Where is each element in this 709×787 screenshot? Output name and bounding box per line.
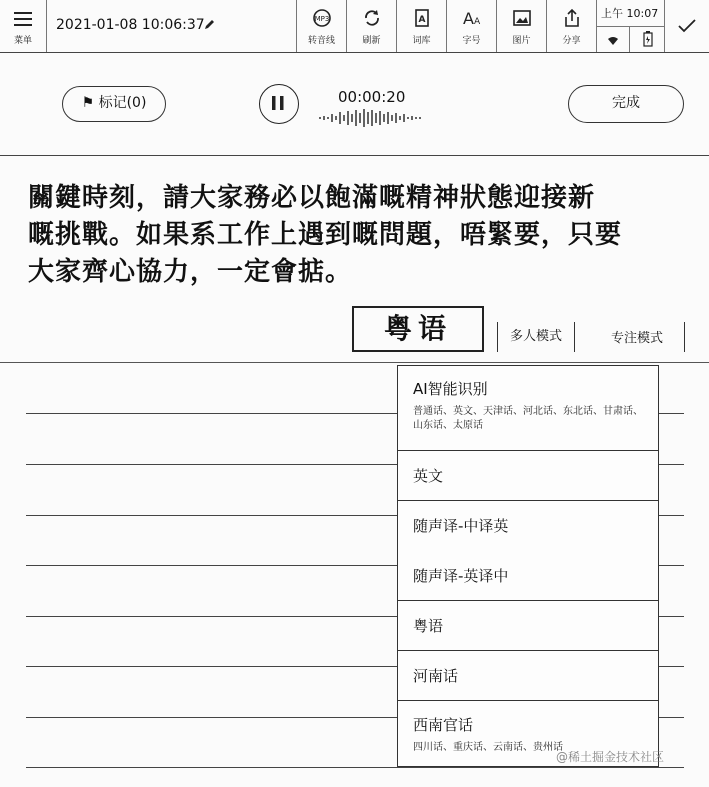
image-icon <box>512 8 532 28</box>
dropdown-item-en-zh[interactable] <box>398 551 658 601</box>
dropdown-item-title: 粤语 <box>413 617 444 635</box>
transcribe-button[interactable] <box>296 0 346 52</box>
transcript-text <box>28 180 698 291</box>
mark-label: 标记(0) <box>98 95 147 111</box>
dropdown-item-title: 西南官话 <box>413 716 474 734</box>
dropdown-item-cantonese[interactable] <box>398 601 658 651</box>
pause-button[interactable] <box>259 84 299 124</box>
confirm-button[interactable] <box>664 0 709 52</box>
refresh-label: 刷新 <box>362 36 381 46</box>
status-area <box>596 0 665 52</box>
wifi-icon <box>608 37 618 45</box>
svg-text:MP3: MP3 <box>314 15 329 23</box>
svg-text:A: A <box>418 15 425 25</box>
lexicon-icon <box>412 8 432 28</box>
dropdown-item-henan[interactable] <box>398 651 658 701</box>
waveform-icon <box>318 108 424 128</box>
svg-text:A: A <box>473 17 480 27</box>
pause-icon <box>272 96 284 110</box>
ruled-line <box>26 767 684 768</box>
divider <box>684 322 685 352</box>
dropdown-item-title: 河南话 <box>413 667 459 685</box>
dropdown-item-title: 随声译-中译英 <box>413 517 509 535</box>
share-button[interactable] <box>546 0 596 52</box>
system-clock: 上午 10:07 <box>601 7 659 20</box>
hamburger-icon <box>14 11 32 27</box>
dropdown-item-ai[interactable] <box>398 366 658 451</box>
transcribe-label: 转音线 <box>307 36 335 46</box>
menu-label: 菜单 <box>13 36 32 46</box>
svg-text:A: A <box>462 9 474 28</box>
font-size-button[interactable] <box>446 0 496 52</box>
watermark: @稀土掘金技术社区 <box>556 750 665 764</box>
dropdown-item-title: 随声译-英译中 <box>413 567 509 585</box>
image-button[interactable] <box>496 0 546 52</box>
dropdown-item-zh-en[interactable] <box>398 501 658 551</box>
mark-button[interactable] <box>62 86 166 122</box>
divider <box>0 362 709 363</box>
transcript-line: 嘅挑戰。如果系工作上遇到嘅問題，唔緊要，只要 <box>28 220 623 250</box>
transcript-line: 關鍵時刻，請大家務必以飽滿嘅精神狀態迎接新 <box>28 183 596 213</box>
lexicon-button[interactable] <box>396 0 446 52</box>
menu-button[interactable] <box>0 0 46 52</box>
battery-icon <box>643 31 653 47</box>
dropdown-item-subtitle: 普通话、英文、天津话、河北话、东北话、甘肃话、山东话、太原话 <box>413 406 643 431</box>
refresh-button[interactable] <box>346 0 396 52</box>
recording-timer: 00:00:20 <box>338 88 406 106</box>
language-dropdown <box>397 365 659 767</box>
language-selector[interactable]: 粤语 <box>352 306 484 352</box>
transcript-line: 大家齊心協力，一定會掂。 <box>28 257 353 287</box>
lexicon-label: 词库 <box>412 36 431 46</box>
dropdown-item-subtitle: 四川话、重庆话、云南话、贵州话 <box>413 742 563 753</box>
font-size-icon <box>461 8 483 28</box>
recording-datetime: 2021-01-08 10:06:37 <box>56 17 205 33</box>
dropdown-item-title: 英文 <box>413 467 444 485</box>
refresh-icon <box>362 8 382 28</box>
checkmark-icon <box>678 19 696 33</box>
flag-icon: ⚑ <box>81 95 95 111</box>
font-size-label: 字号 <box>462 36 481 46</box>
dropdown-item-title: AI智能识别 <box>413 380 488 398</box>
share-label: 分享 <box>562 36 581 46</box>
dropdown-item-english[interactable] <box>398 451 658 501</box>
multi-speaker-mode-button[interactable]: 多人模式 <box>497 322 575 352</box>
share-icon <box>562 8 582 28</box>
image-label: 图片 <box>512 36 531 46</box>
top-toolbar <box>0 0 709 53</box>
focus-mode-button[interactable]: 专注模式 <box>611 331 664 346</box>
done-button[interactable]: 完成 <box>568 85 684 123</box>
pencil-icon[interactable] <box>204 18 216 30</box>
transcribe-icon <box>312 8 332 28</box>
